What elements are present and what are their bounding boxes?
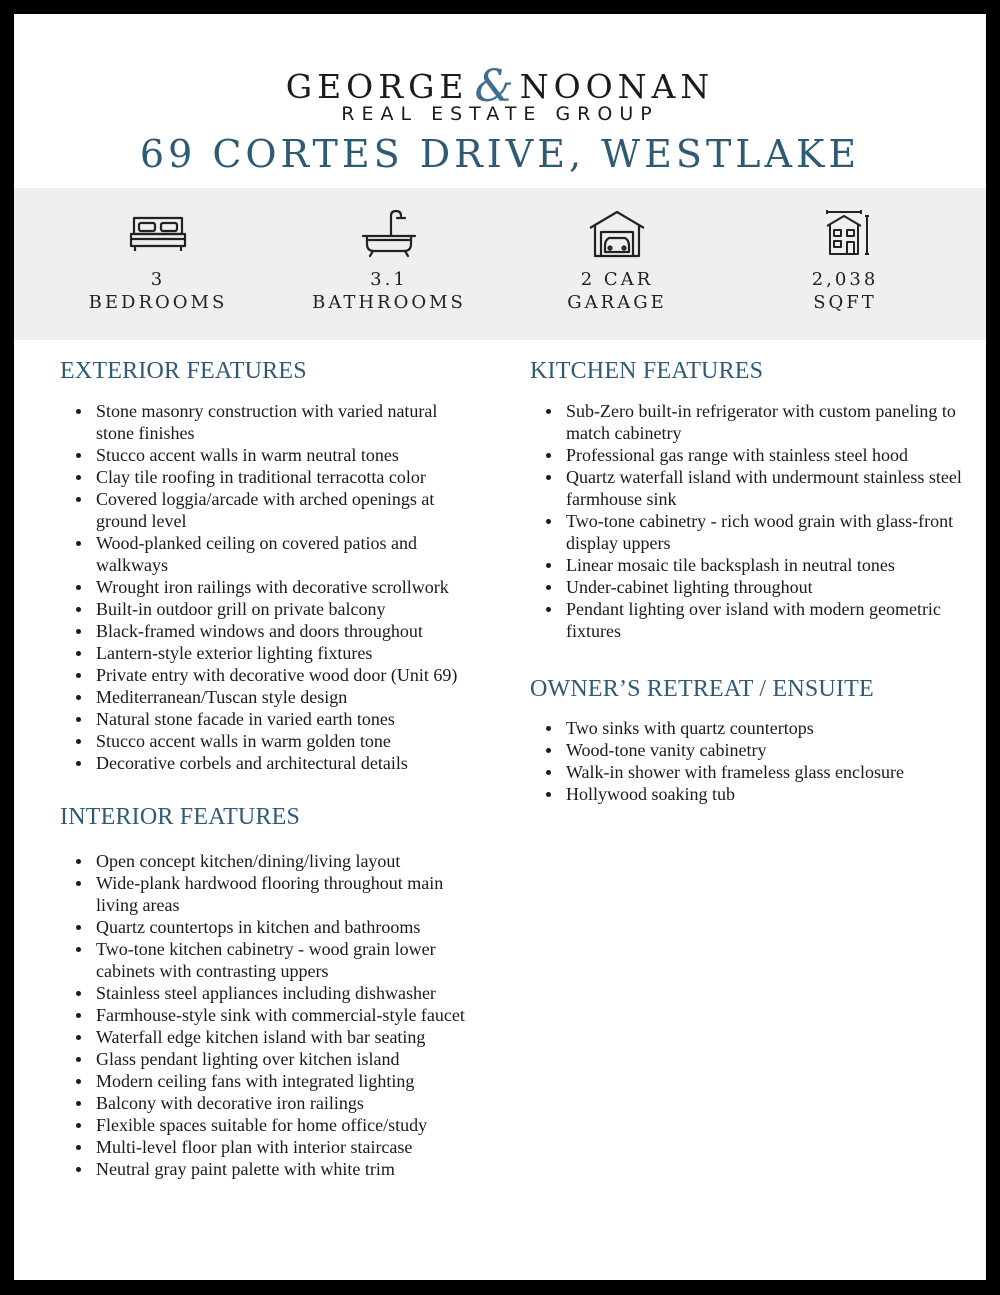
list-item: Under-cabinet lighting throughout: [534, 576, 964, 598]
owners-retreat-heading: OWNER’S RETREAT / ENSUITE: [530, 676, 874, 702]
list-item: Wood-planked ceiling on covered patios and walkways: [64, 532, 479, 576]
list-item: Natural stone facade in varied earth tones: [64, 708, 479, 730]
stat-garage: [507, 188, 727, 340]
brand-subtitle: REAL ESTATE GROUP: [341, 103, 659, 125]
list-item: Glass pendant lighting over kitchen island: [64, 1048, 489, 1070]
kitchen-features-heading: KITCHEN FEATURES: [530, 358, 764, 384]
list-item: Pendant lighting over island with modern geometric fixtures: [534, 598, 964, 642]
exterior-features-list: [64, 400, 479, 774]
list-item: Wood-tone vanity cabinetry: [534, 739, 964, 761]
list-item: Two-tone kitchen cabinetry - wood grain lower cabinets with contrasting uppers: [64, 938, 489, 982]
list-item: Hollywood soaking tub: [534, 783, 964, 805]
list-item: Multi-level floor plan with interior staircase: [64, 1136, 489, 1158]
stat-sqft: [735, 188, 955, 340]
list-item: Neutral gray paint palette with white trim: [64, 1158, 489, 1180]
list-item: Balcony with decorative iron railings: [64, 1092, 489, 1114]
list-item: Covered loggia/arcade with arched openings at ground level: [64, 488, 479, 532]
stat-bedrooms: [48, 188, 268, 340]
list-item: Open concept kitchen/dining/living layout: [64, 850, 489, 872]
stat-garage-value: 2 CAR: [580, 269, 654, 290]
list-item: Sub-Zero built-in refrigerator with custom paneling to match cabinetry: [534, 400, 964, 444]
list-item: Clay tile roofing in traditional terracotta color: [64, 466, 479, 488]
list-item: Linear mosaic tile backsplash in neutral tones: [534, 554, 964, 576]
stat-bedrooms-label: BEDROOMS: [88, 292, 228, 313]
list-item: Black-framed windows and doors throughout: [64, 620, 479, 642]
kitchen-features-list: [534, 400, 964, 642]
bed-icon: [128, 208, 188, 258]
stat-bathrooms: [279, 188, 499, 340]
stats-band: [14, 188, 986, 340]
list-item: Wrought iron railings with decorative scrollwork: [64, 576, 479, 598]
list-item: Two sinks with quartz countertops: [534, 717, 964, 739]
exterior-features-heading: EXTERIOR FEATURES: [60, 358, 307, 384]
list-item: Private entry with decorative wood door (Unit 69): [64, 664, 479, 686]
brand-name-left: GEORGE: [285, 67, 469, 106]
interior-features-heading: INTERIOR FEATURES: [60, 804, 301, 830]
list-item: Farmhouse-style sink with commercial-style faucet: [64, 1004, 489, 1026]
list-item: Stucco accent walls in warm golden tone: [64, 730, 479, 752]
stat-bedrooms-value: 3: [150, 269, 166, 290]
interior-features-list: [64, 850, 489, 1180]
stat-bathrooms-value: 3.1: [370, 269, 408, 290]
list-item: Stone masonry construction with varied natural stone finishes: [64, 400, 479, 444]
list-item: Two-tone cabinetry - rich wood grain with glass-front display uppers: [534, 510, 964, 554]
list-item: Walk-in shower with frameless glass enclosure: [534, 761, 964, 783]
bathtub-icon: [359, 208, 419, 258]
list-item: Built-in outdoor grill on private balcony: [64, 598, 479, 620]
flyer-page: [14, 14, 986, 1280]
list-item: Flexible spaces suitable for home office/study: [64, 1114, 489, 1136]
garage-icon: [587, 208, 647, 258]
list-item: Modern ceiling fans with integrated lighting: [64, 1070, 489, 1092]
list-item: Decorative corbels and architectural details: [64, 752, 479, 774]
stat-garage-label: GARAGE: [567, 292, 667, 313]
list-item: Waterfall edge kitchen island with bar seating: [64, 1026, 489, 1048]
brand-name-right: NOONAN: [519, 67, 715, 106]
stat-sqft-value: 2,038: [811, 269, 879, 290]
stat-sqft-label: SQFT: [813, 292, 877, 313]
list-item: Stainless steel appliances including dishwasher: [64, 982, 489, 1004]
list-item: Quartz countertops in kitchen and bathrooms: [64, 916, 489, 938]
house-area-icon: [815, 208, 875, 258]
list-item: Wide-plank hardwood flooring throughout main living areas: [64, 872, 489, 916]
owners-retreat-list: [534, 717, 964, 805]
list-item: Quartz waterfall island with undermount stainless steel farmhouse sink: [534, 466, 964, 510]
brand-logo: [14, 58, 986, 112]
list-item: Lantern-style exterior lighting fixtures: [64, 642, 479, 664]
stat-bathrooms-label: BATHROOMS: [312, 292, 466, 313]
brand-ampersand: &: [474, 61, 514, 112]
property-address: 69 CORTES DRIVE, WESTLAKE: [139, 132, 861, 176]
list-item: Mediterranean/Tuscan style design: [64, 686, 479, 708]
list-item: Stucco accent walls in warm neutral tones: [64, 444, 479, 466]
list-item: Professional gas range with stainless steel hood: [534, 444, 964, 466]
